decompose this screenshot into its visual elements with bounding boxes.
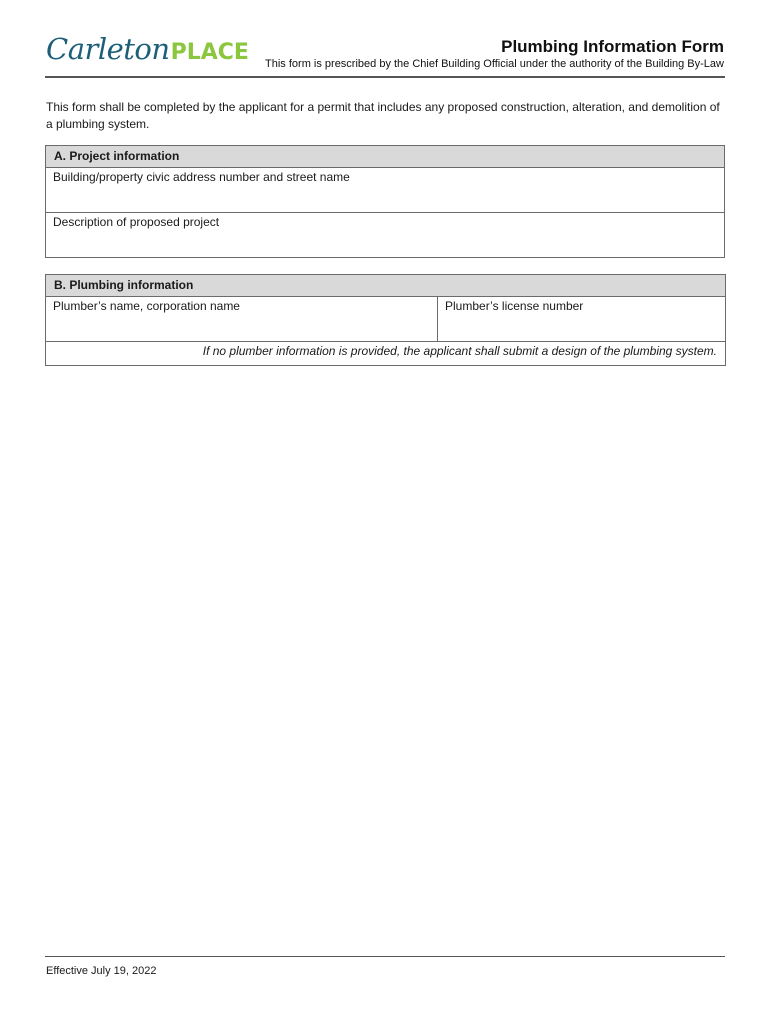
section-a-project-information [45, 145, 725, 258]
form-subtitle: This form is prescribed by the Chief Building Official under the authority of the Building By-Law [265, 58, 724, 70]
carleton-place-logo [46, 32, 249, 72]
intro-paragraph: This form shall be completed by the applicant for a permit that includes any proposed construction, alteration, and demolition of a plumbing system. [46, 100, 720, 131]
logo-place-text: PLACE [170, 40, 249, 65]
section-b-plumbing-information [45, 274, 726, 366]
logo-carleton-text: Carleton [46, 32, 170, 66]
header-divider [45, 76, 725, 78]
section-a-heading: A. Project information [46, 146, 725, 168]
civic-address-field[interactable]: Building/property civic address number and street name [46, 168, 725, 213]
project-description-field[interactable]: Description of proposed project [46, 213, 725, 258]
plumber-license-field[interactable]: Plumber’s license number [438, 297, 726, 342]
form-title: Plumbing Information Form [501, 37, 724, 56]
plumber-name-field[interactable]: Plumber’s name, corporation name [46, 297, 438, 342]
footer-divider [45, 956, 725, 957]
plumber-design-note: If no plumber information is provided, the applicant shall submit a design of the plumbing system. [46, 342, 726, 366]
section-b-heading: B. Plumbing information [46, 275, 726, 297]
effective-date: Effective July 19, 2022 [46, 965, 157, 977]
